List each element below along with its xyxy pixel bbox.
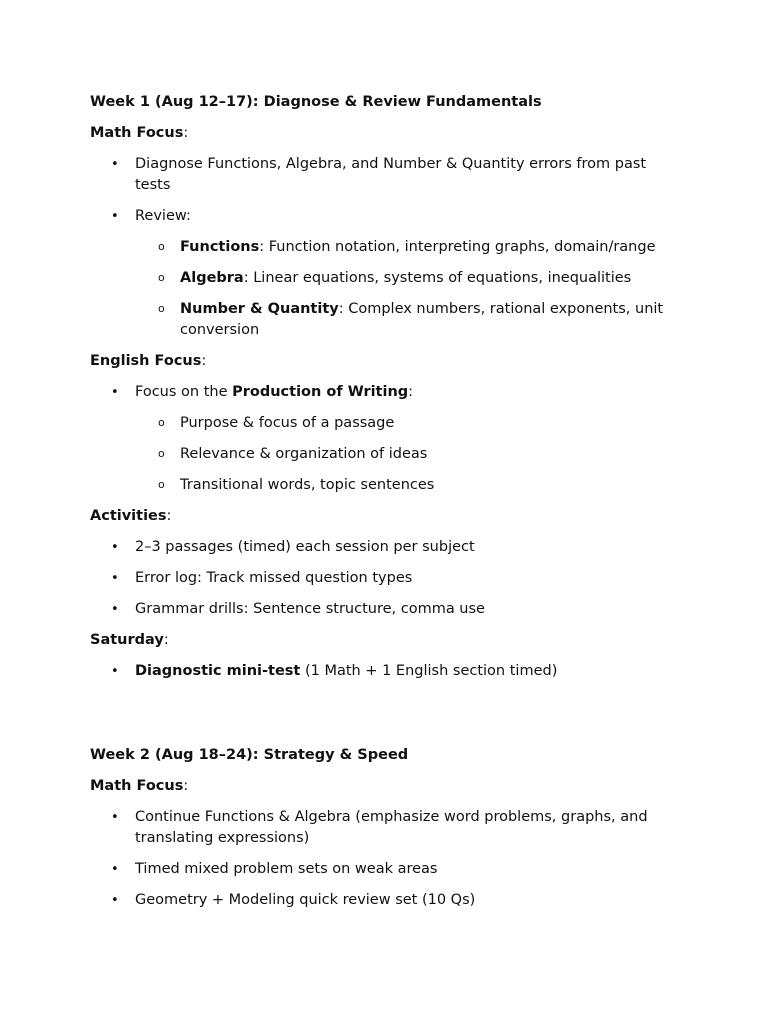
week2-title: Week 2 (Aug 18–24): Strategy & Speed	[90, 747, 409, 763]
week1-english-heading	[90, 351, 680, 372]
week1-saturday-heading	[90, 630, 680, 651]
list-item	[90, 661, 680, 682]
list-item: • Timed mixed problem sets on weak areas	[90, 859, 680, 880]
week1-math-heading	[90, 123, 680, 144]
list-item: • Geometry + Modeling quick review set (10 Qs)	[90, 890, 680, 911]
topic-label: Number & Quantity	[180, 301, 339, 317]
item-suffix: :	[408, 384, 414, 400]
sub-list-item	[90, 299, 680, 341]
week2-math-list	[90, 807, 680, 911]
english-focus-label: English Focus	[90, 353, 202, 369]
activities-label: Activities	[90, 508, 167, 524]
colon: :	[163, 632, 169, 648]
sub-list-item: o Purpose & focus of a passage	[90, 413, 680, 434]
list-item: • Grammar drills: Sentence structure, comma use	[90, 599, 680, 620]
topic-text: : Function notation, interpreting graphs, domain/range	[259, 239, 656, 255]
week1-activities-heading	[90, 506, 680, 527]
list-item	[90, 382, 680, 403]
colon: :	[166, 508, 172, 524]
week1-title: Week 1 (Aug 12–17): Diagnose & Review Fundamentals	[90, 94, 542, 110]
week1-english-list	[90, 382, 680, 496]
saturday-label: Saturday	[90, 632, 164, 648]
week1-saturday-list	[90, 661, 680, 682]
topic-label: Functions	[180, 239, 260, 255]
list-item: • Error log: Track missed question types	[90, 568, 680, 589]
list-item: • 2–3 passages (timed) each session per subject	[90, 537, 680, 558]
colon: :	[201, 353, 207, 369]
list-item: • Diagnose Functions, Algebra, and Number & Quantity errors from past tests	[90, 154, 680, 196]
list-item: • Continue Functions & Algebra (emphasize word problems, graphs, and translating expressions)	[90, 807, 680, 849]
item-bold: Diagnostic mini-test	[135, 663, 301, 679]
topic-text: : Complex numbers, rational exponents, unit conversion	[180, 301, 664, 338]
item-rest: (1 Math + 1 English section timed)	[300, 663, 558, 679]
item-prefix: Focus on the	[135, 384, 233, 400]
math-focus-label: Math Focus	[90, 125, 184, 141]
item-bold: Production of Writing	[232, 384, 409, 400]
colon: :	[183, 125, 189, 141]
document-page	[90, 92, 680, 921]
week1-math-list	[90, 154, 680, 341]
topic-label: Algebra	[180, 270, 244, 286]
list-item: • Review:	[90, 206, 680, 227]
week2-math-heading	[90, 776, 680, 797]
colon: :	[183, 778, 189, 794]
sub-list-item	[90, 237, 680, 258]
sub-list-item: o Transitional words, topic sentences	[90, 475, 680, 496]
week1-activities-list	[90, 537, 680, 620]
topic-text: : Linear equations, systems of equations, inequalities	[243, 270, 632, 286]
sub-list-item	[90, 268, 680, 289]
math-focus-label: Math Focus	[90, 778, 184, 794]
sub-list-item: o Relevance & organization of ideas	[90, 444, 680, 465]
